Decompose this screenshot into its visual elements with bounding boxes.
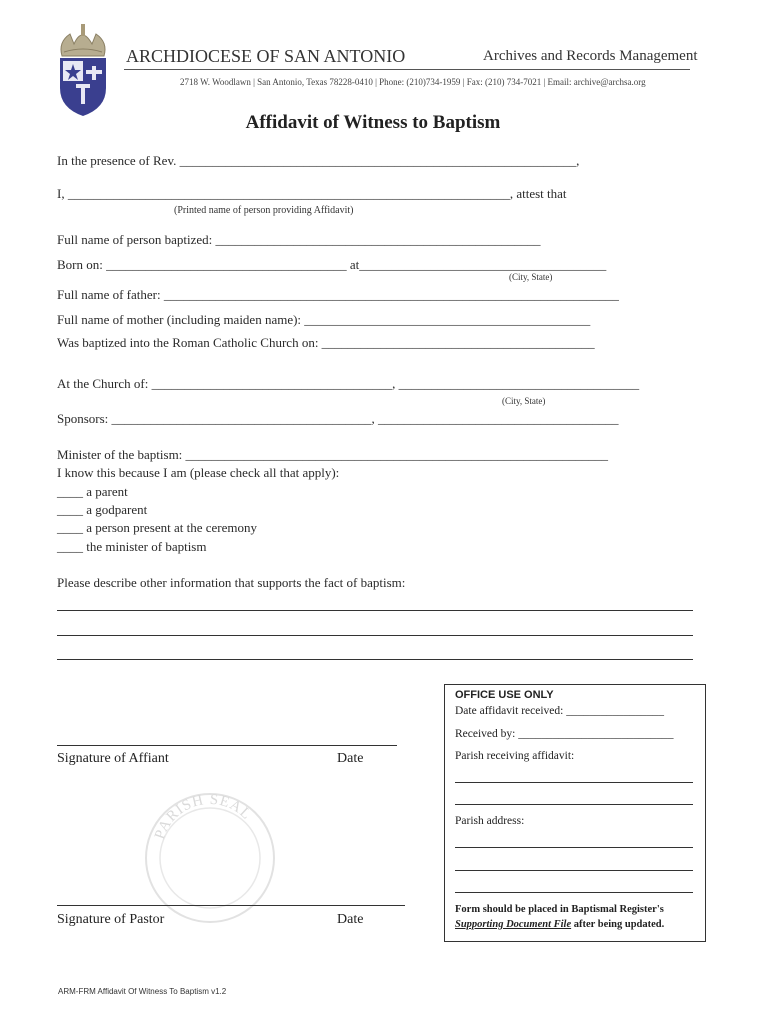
pastor-date-label: Date [337,912,364,927]
person-baptized-field[interactable]: Full name of person baptized: __________________________________________________ [57,232,541,247]
born-on-field[interactable]: Born on: _____________________________________ at______________________________________ [57,257,607,272]
parish-receiving-label: Parish receiving affidavit: [455,750,575,762]
contact-address: 2718 W. Woodlawn | San Antonio, Texas 78228-0410 | Phone: (210)734-1959 | Fax: (210) 734-7021 | Email: archive@archsa.org [180,77,646,87]
church-of-field[interactable]: At the Church of: _____________________________________, _____________________________________ [57,376,640,391]
city-state-hint-1: (City, State) [509,272,553,282]
describe-line-1[interactable] [57,610,693,611]
form-id-footer: ARM-FRM Affidavit Of Witness To Baptism v1.2 [58,987,227,996]
presence-rev-field[interactable]: In the presence of Rev. _____________________________________________________________, [57,153,580,168]
office-use-title: OFFICE USE ONLY [455,689,554,701]
attest-name-field[interactable]: I, ____________________________________________________________________, attest that [57,186,567,201]
describe-label: Please describe other information that supports the fact of baptism: [57,575,406,590]
affiant-date-label: Date [337,751,364,766]
describe-line-2[interactable] [57,635,693,636]
affiant-signature-label: Signature of Affiant [57,751,169,766]
mother-name-field[interactable]: Full name of mother (including maiden name): ____________________________________________ [57,312,591,327]
pastor-signature-line[interactable] [57,905,405,906]
org-name: ARCHDIOCESE OF SAN ANTONIO [126,46,406,66]
parish-address-label: Parish address: [455,815,525,827]
option-godparent[interactable]: ____ a godparent [57,502,148,517]
office-note-rest: after being updated. [571,919,665,930]
office-note-line-2 [455,917,664,932]
pastor-signature-label: Signature of Pastor [57,912,165,927]
parish-receiving-line-2[interactable] [455,804,693,805]
parish-receiving-line-1[interactable] [455,782,693,783]
affiant-signature-line[interactable] [57,745,397,746]
office-note [455,902,664,932]
parish-address-line-2[interactable] [455,870,693,871]
parish-address-line-3[interactable] [455,892,693,893]
department-name: Archives and Records Management [483,48,698,64]
page-title: Affidavit of Witness to Baptism [245,112,501,133]
parish-address-line-1[interactable] [455,847,693,848]
know-because-label: I know this because I am (please check all that apply): [57,465,340,480]
minister-field[interactable]: Minister of the baptism: _________________________________________________________________ [57,447,609,462]
describe-line-3[interactable] [57,659,693,660]
date-received-field[interactable]: Date affidavit received: _________________ [455,705,664,717]
office-use-box [444,684,706,942]
header-rule [124,69,690,70]
option-parent[interactable]: ____ a parent [57,484,128,499]
svg-text:PARISH SEAL [152,792,255,842]
seal-text: PARISH SEAL [152,791,255,842]
office-note-line-1: Form should be placed in Baptismal Register's [455,904,664,915]
archdiocese-crest-logo [52,22,114,118]
office-note-em: Supporting Document File [455,919,572,930]
father-name-field[interactable]: Full name of father: ______________________________________________________________________ [57,287,619,302]
printed-name-hint: (Printed name of person providing Affidavit) [174,205,354,216]
baptized-into-field[interactable]: Was baptized into the Roman Catholic Church on: __________________________________________ [57,335,595,350]
option-present[interactable]: ____ a person present at the ceremony [57,520,257,535]
option-minister[interactable]: ____ the minister of baptism [57,539,207,554]
received-by-field[interactable]: Received by: ___________________________ [455,728,674,740]
sponsors-field[interactable]: Sponsors: ________________________________________, _____________________________________ [57,411,619,426]
city-state-hint-2: (City, State) [502,396,546,406]
